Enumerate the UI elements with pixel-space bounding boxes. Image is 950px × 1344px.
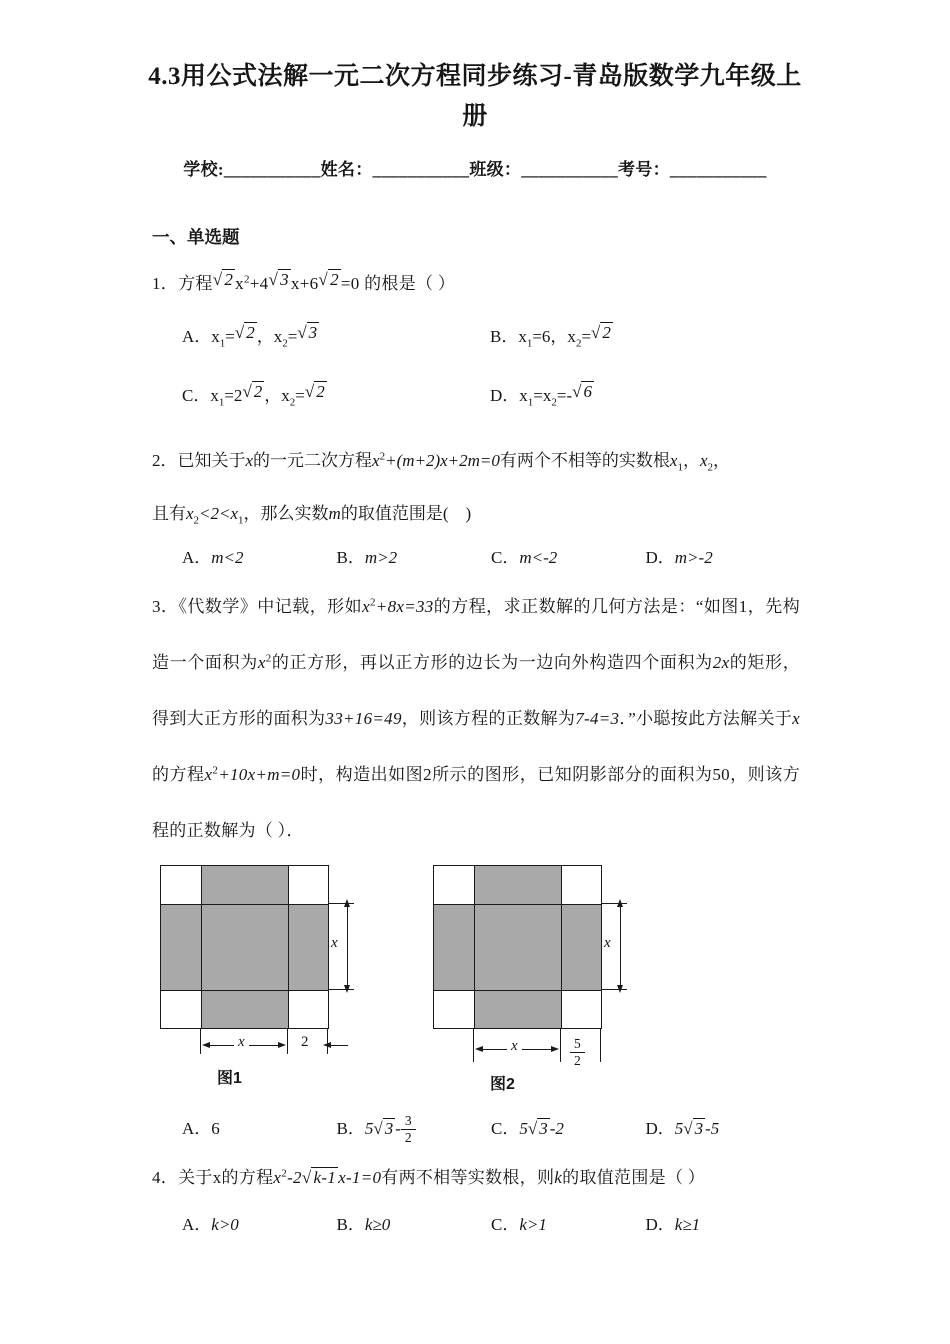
figure-2-caption: 图2 — [490, 1076, 515, 1094]
grid-line-vertical — [201, 866, 202, 1028]
figures-row — [152, 865, 800, 1097]
dimension-tick — [200, 1029, 201, 1054]
question-2-option-d: D．m>-2 — [645, 548, 713, 568]
shaded-middle-band — [434, 904, 601, 990]
figure-1-caption: 图1 — [217, 1070, 242, 1088]
question-4-stem: 4．关于x的方程$x^2-2√$ k-1 x-1=0有两不相等实数根，则k的取值范围是（ ） — [152, 1166, 706, 1187]
dimension-tick — [328, 989, 354, 990]
question-1-stem: 1．方程√ 2 $x^2+4√$ 3 x+6√ 2 =0 的根是（ ） — [152, 269, 456, 293]
page-title-line2: 册 — [462, 103, 488, 131]
question-1 — [152, 267, 800, 414]
question-3-option-c: C．5√ 3 -2 — [491, 1119, 564, 1139]
dimension-tick — [560, 1029, 561, 1062]
dimension-tick — [473, 1029, 474, 1062]
question-4-option-d: D．k≥1 — [645, 1214, 701, 1234]
question-3 — [152, 579, 800, 1147]
shaded-bottom-rect — [201, 990, 288, 1028]
figure-1-width-label: x — [234, 1034, 249, 1051]
grid-line-vertical — [288, 866, 289, 1028]
grid-line-vertical — [474, 866, 475, 1028]
width-arrow-outside — [330, 1045, 348, 1046]
question-4-options — [182, 1209, 800, 1241]
page-title-line1: 4.3用公式法解一元二次方程同步练习-青岛版数学九年级上 — [148, 63, 802, 90]
grid-line-horizontal — [161, 904, 328, 905]
question-1-options — [182, 321, 800, 414]
question-3-options — [182, 1113, 800, 1146]
question-1-option-c: C．$x_1=2√$ 2 ，$x_2=√$ 2 — [182, 381, 325, 409]
question-2 — [152, 435, 800, 575]
question-4 — [152, 1161, 800, 1241]
question-3-option-b: B．5√ 3 - $\frac{3}{2}$ — [337, 1113, 492, 1146]
figure-2-height-label: x — [604, 935, 611, 952]
grid-line-horizontal — [434, 990, 601, 991]
dimension-tick — [601, 989, 627, 990]
shaded-bottom-rect — [474, 990, 561, 1028]
question-3-stem: 3．《代数学》中记载，形如$x^2+8x=33$的方程，求正数解的几何方法是：“如图1，先构造一个面积为$x^2$的正方形，再以正方形的边长为一边向外构造四个面积为2x的矩形，得到大正方形的面积为33+16=49，则该方程的正数解为7-4=3．”小聪按此方法解关于x的方程$x^2+10x+m=0$时，构造出如图2所示的图形，已知阴影部分的面积为50，则该方程的正数解为（ ）． — [152, 596, 801, 841]
height-arrow — [620, 906, 621, 986]
dimension-tick — [287, 1029, 288, 1054]
shaded-top-rect — [201, 866, 288, 904]
question-2-stem-line2: 且有$x_2<2<x_1$，那么实数m的取值范围是( ) — [152, 503, 472, 527]
figure-1 — [160, 865, 395, 1097]
figure-2 — [433, 865, 668, 1097]
question-3-option-a: A．6 — [182, 1119, 220, 1139]
question-4-option-c: C．k>1 — [491, 1214, 547, 1234]
question-3-option-d: D．5√ 3 -5 — [645, 1119, 720, 1139]
question-1-option-d: D．$x_1=x_2=-√$ 6 — [490, 381, 592, 409]
shaded-top-rect — [474, 866, 561, 904]
question-4-option-a: A．k>0 — [182, 1214, 239, 1234]
question-2-options — [182, 542, 800, 574]
grid-line-horizontal — [161, 990, 328, 991]
question-1-option-b: B．$x_1=6$，$x_2=√$ 2 — [490, 322, 611, 349]
question-2-option-a: A．m<2 — [182, 548, 244, 568]
shaded-middle-band — [161, 904, 328, 990]
grid-line-horizontal — [434, 904, 601, 905]
student-info-line: 学校:___________姓名：___________班级：___________考号：___________ — [183, 159, 767, 179]
question-2-stem-line1: 2．已知关于x的一元二次方程$x^2+(m+2)x+2m=0$有两个不相等的实数根$x_1$，$x_2$， — [152, 450, 730, 474]
question-2-option-c: C．m<-2 — [491, 548, 558, 568]
figure-1-height-label: x — [331, 935, 338, 952]
figure-1-side-width-label: 2 — [301, 1034, 309, 1051]
figure-2-square — [433, 865, 602, 1029]
dimension-tick — [601, 903, 627, 904]
dimension-tick — [328, 903, 354, 904]
question-1-option-a: A．$x_1=√$ 2 ，$x_2=√$ 3 — [182, 322, 318, 349]
figure-2-width-label: x — [507, 1038, 522, 1055]
height-arrow — [347, 906, 348, 986]
figure-1-square — [160, 865, 329, 1029]
question-2-option-b: B．m>2 — [336, 548, 398, 568]
grid-line-vertical — [561, 866, 562, 1028]
question-4-option-b: B．k≥0 — [336, 1214, 391, 1234]
figure-2-side-width-label: $\frac{5}{2}$ — [570, 1036, 585, 1069]
dimension-tick — [600, 1029, 601, 1062]
section-title: 一、单选题 — [152, 226, 240, 247]
